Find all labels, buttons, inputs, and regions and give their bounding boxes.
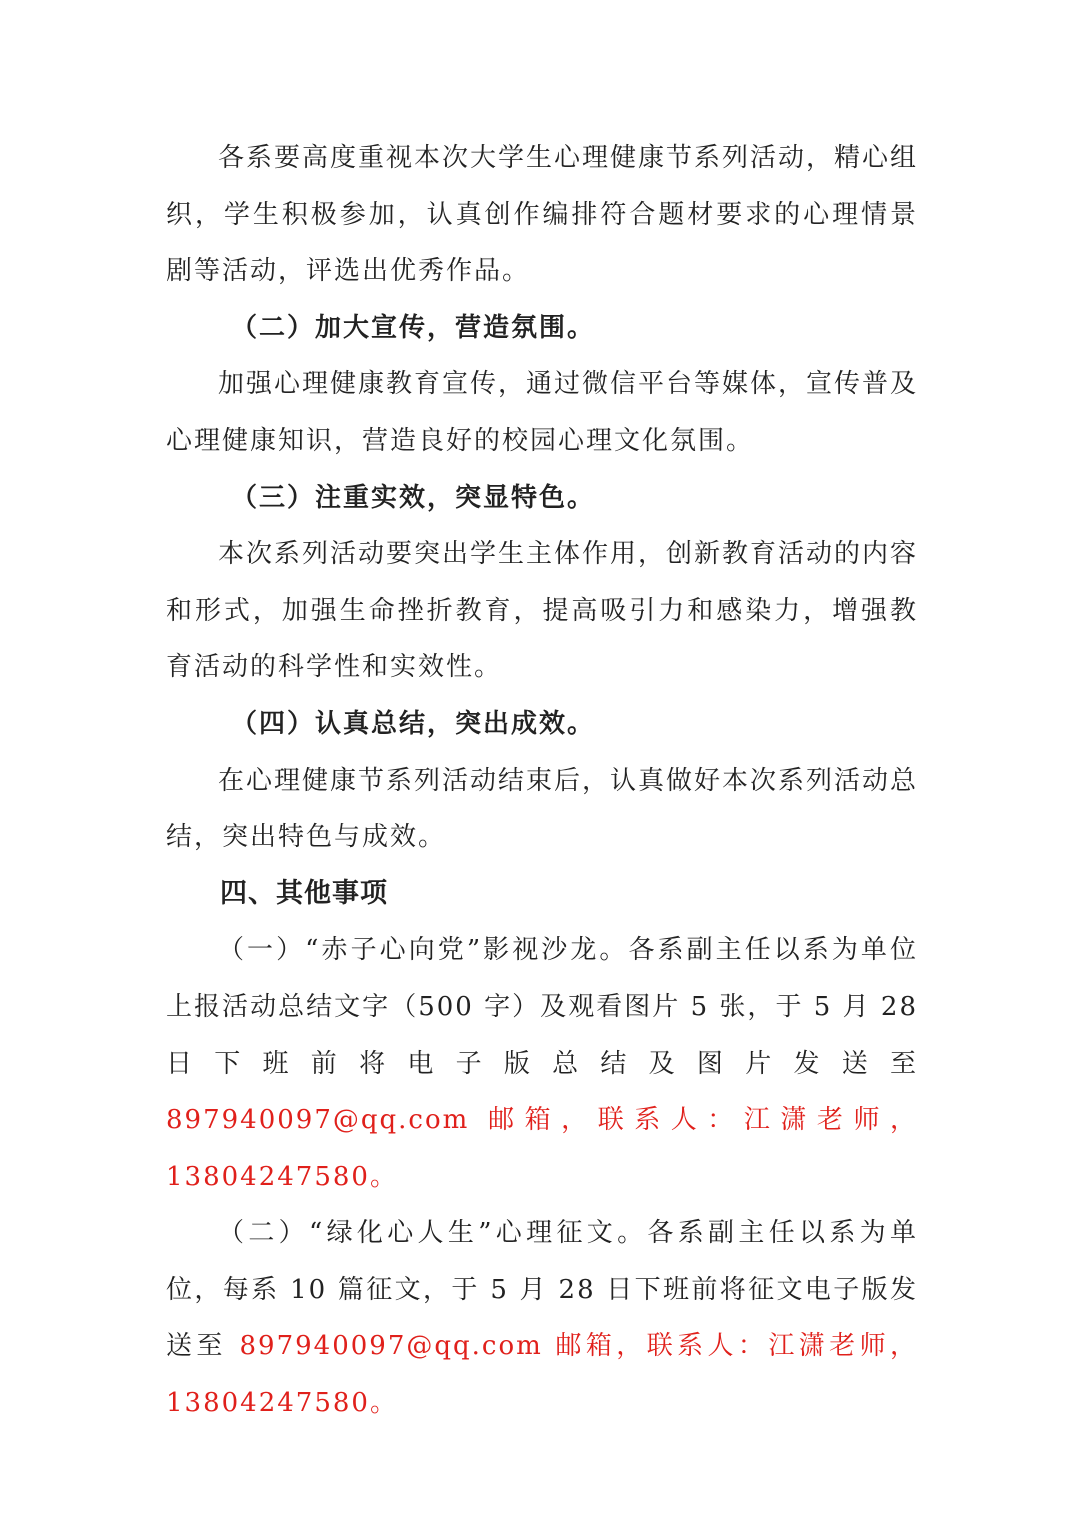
heading-summary: （四）认真总结，突出成效。 <box>231 708 596 739</box>
paragraph-organize: 各系要高度重视本次大学生心理健康节系列活动，精心组织，学生积极参加，认真创作编排符合题材要求的心理情景剧等活动，评选出优秀作品。 <box>166 143 919 287</box>
heading-publicity: （二）加大宣传，营造氛围。 <box>231 312 596 343</box>
paragraph-item-film-salon <box>166 922 918 1205</box>
paragraph-summary: 在心理健康节系列活动结束后，认真做好本次系列活动总结，突出特色与成效。 <box>166 765 919 853</box>
paragraph-item-essay <box>166 1205 918 1431</box>
paragraph-publicity: 加强心理健康教育宣传，通过微信平台等媒体，宣传普及心理健康知识，营造良好的校园心理文化氛围。 <box>166 369 919 456</box>
paragraph-effectiveness: 本次系列活动要突出学生主体作用，创新教育活动的内容和形式，加强生命挫折教育，提高吸引力和感染力，增强教育活动的科学性和实效性。 <box>166 539 919 683</box>
item2-text: （二）“绿化心人生”心理征文。各系副主任以系为单位，每系 10 篇征文，于 5 月 28 日下班前将征文电子版发送至 <box>166 1218 918 1362</box>
document-page <box>166 130 918 1432</box>
item2-contact: 897940097@qq.com 邮箱，联系人：江潇老师，13804247580。 <box>166 1331 918 1419</box>
item1-text: （一）“赤子心向党”影视沙龙。各系副主任以系为单位上报活动总结文字（500 字）及观看图片 5 张，于 5 月 28 日下班前将电子版总结及图片发送至 <box>166 935 918 1079</box>
item1-contact: 897940097@qq.com 邮箱，联系人：江潇老师，13804247580。 <box>166 1105 918 1192</box>
heading-effectiveness: （三）注重实效，突显特色。 <box>231 482 596 513</box>
section-heading-other: 四、其他事项 <box>220 877 388 909</box>
